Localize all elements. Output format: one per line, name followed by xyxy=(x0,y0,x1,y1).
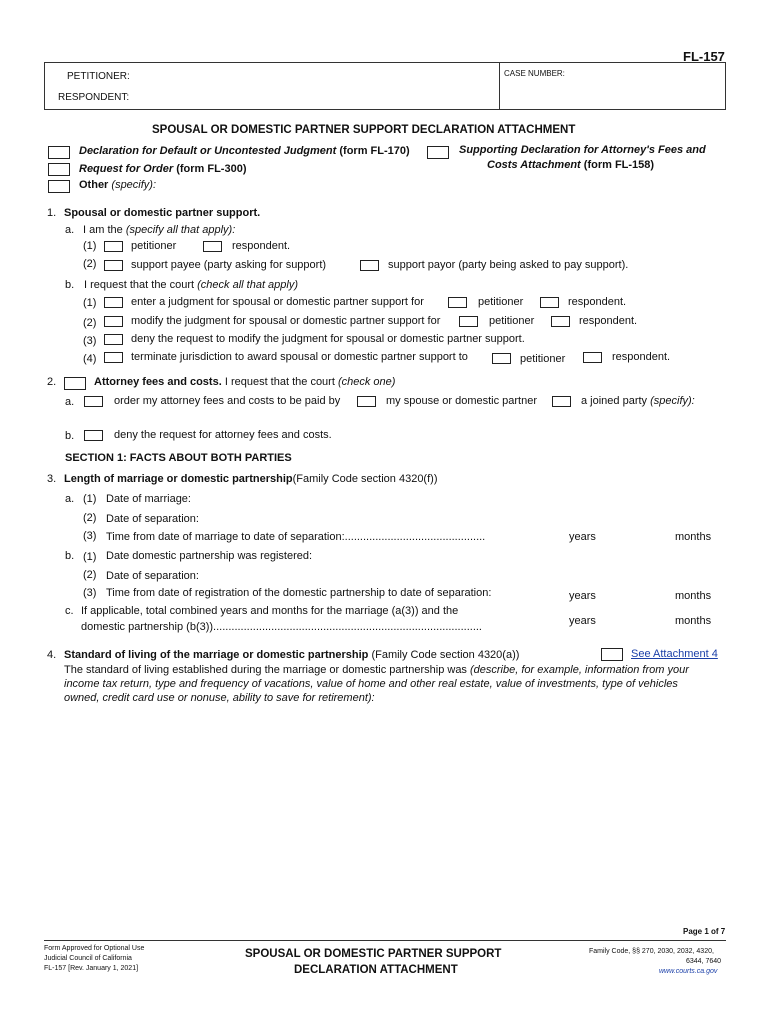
item3a3-years: years xyxy=(569,531,596,543)
item3c-line2: domestic partnership (b(3))........................................................................................ xyxy=(81,621,482,633)
default-judgment-option: Declaration for Default or Uncontested Judgment (form FL-170) xyxy=(79,145,410,157)
attorney-fees-attachment-line1: Supporting Declaration for Attorney's Fees and xyxy=(459,144,706,156)
caption-divider xyxy=(499,63,500,109)
item1a1-respondent-label: respondent. xyxy=(232,240,291,252)
item1b2-text: modify the judgment for spousal or domestic partner support for xyxy=(131,315,441,327)
item1b1-petitioner-label: petitioner xyxy=(478,296,524,308)
item3c-years: years xyxy=(569,615,596,627)
item3-title: Length of marriage or domestic partnership(Family Code section 4320(f)) xyxy=(64,473,438,485)
item4-line1: The standard of living established during the marriage or domestic partnership was (describe, for example, information from your xyxy=(64,664,689,676)
item1-title: Spousal or domestic partner support. xyxy=(64,207,261,219)
form-number: FL-157 xyxy=(683,49,725,64)
item2-number: 2. xyxy=(47,376,57,388)
item1b4-text: terminate jurisdiction to award spousal or domestic partner support to xyxy=(131,351,468,363)
item1b1-number: (1) xyxy=(83,297,97,309)
item3a3-number: (3) xyxy=(83,530,97,542)
default-judgment-checkbox[interactable] xyxy=(48,146,70,159)
item3b1-text: Date domestic partnership was registered: xyxy=(106,550,313,562)
item3a1-text: Date of marriage: xyxy=(106,493,191,505)
item1-number: 1. xyxy=(47,207,57,219)
item1b1-petitioner-checkbox[interactable] xyxy=(448,297,467,308)
support-payee-checkbox[interactable] xyxy=(104,260,123,271)
item1a1-number: (1) xyxy=(83,240,97,252)
footer-approval: Form Approved for Optional Use xyxy=(44,945,145,952)
item4-line3: owned, credit card use or nonuse, ability to save for retirement): xyxy=(64,692,375,704)
item3a2-text: Date of separation: xyxy=(106,513,199,525)
item3b-label: b. xyxy=(65,550,75,562)
section1-heading: SECTION 1: FACTS ABOUT BOTH PARTIES xyxy=(65,452,292,464)
footer-title-line2: DECLARATION ATTACHMENT xyxy=(294,964,458,976)
item3b3-years: years xyxy=(569,590,596,602)
joined-party-checkbox[interactable] xyxy=(552,396,571,407)
see-attachment-checkbox[interactable] xyxy=(601,648,623,661)
footer-code-refs: Family Code, §§ 270, 2030, 2032, 4320, xyxy=(589,948,714,955)
attorney-fees-attachment-line2: Costs Attachment (form FL-158) xyxy=(487,159,655,171)
page-number: Page 1 of 7 xyxy=(683,927,726,936)
footer-revision: FL-157 [Rev. January 1, 2021] xyxy=(44,965,139,972)
item1b4-number: (4) xyxy=(83,353,97,365)
footer-title-line1: SPOUSAL OR DOMESTIC PARTNER SUPPORT xyxy=(245,948,502,960)
item1b4-petitioner-checkbox[interactable] xyxy=(492,353,511,364)
item1b1-respondent-checkbox[interactable] xyxy=(540,297,559,308)
item3-number: 3. xyxy=(47,473,57,485)
item2a-checkbox[interactable] xyxy=(84,396,103,407)
footer-council: Judicial Council of California xyxy=(44,955,132,962)
item1a1-petitioner-checkbox[interactable] xyxy=(104,241,123,252)
item1a-label: a. xyxy=(65,224,75,236)
item1b1-checkbox[interactable] xyxy=(104,297,123,308)
other-option: Other (specify): xyxy=(79,179,157,191)
footer-rule xyxy=(44,940,726,941)
item2b-text: deny the request for attorney fees and costs. xyxy=(114,429,332,441)
item1b2-checkbox[interactable] xyxy=(104,316,123,327)
item3c-line1: If applicable, total combined years and months for the marriage (a(3)) and the xyxy=(81,605,459,617)
item1b4-respondent-checkbox[interactable] xyxy=(583,352,602,363)
item1b4-petitioner-label: petitioner xyxy=(520,353,566,365)
item1b3-text: deny the request to modify the judgment for spousal or domestic partner support. xyxy=(131,333,525,345)
item1b-text: I request that the court (check all that apply) xyxy=(84,279,299,291)
respondent-label: RESPONDENT: xyxy=(58,92,130,103)
item1b1-respondent-label: respondent. xyxy=(568,296,627,308)
page-title: SPOUSAL OR DOMESTIC PARTNER SUPPORT DECLARATION ATTACHMENT xyxy=(152,124,576,136)
request-for-order-option: Request for Order (form FL-300) xyxy=(79,163,247,175)
item1b4-respondent-label: respondent. xyxy=(612,351,671,363)
other-checkbox[interactable] xyxy=(48,180,70,193)
see-attachment-link[interactable]: See Attachment 4 xyxy=(631,648,718,660)
item1b2-petitioner-checkbox[interactable] xyxy=(459,316,478,327)
item3b3-months: months xyxy=(675,590,712,602)
item1a2-number: (2) xyxy=(83,258,97,270)
item2-title: Attorney fees and costs. I request that the court (check one) xyxy=(94,376,396,388)
item1b2-petitioner-label: petitioner xyxy=(489,315,535,327)
item1b3-number: (3) xyxy=(83,335,97,347)
item2a-text: order my attorney fees and costs to be paid by xyxy=(114,395,341,407)
item2a-label: a. xyxy=(65,396,75,408)
joined-party-label: a joined party (specify): xyxy=(581,395,695,407)
item3c-months: months xyxy=(675,615,712,627)
item1b2-respondent-checkbox[interactable] xyxy=(551,316,570,327)
item1b2-number: (2) xyxy=(83,317,97,329)
item2b-label: b. xyxy=(65,430,75,442)
request-for-order-checkbox[interactable] xyxy=(48,163,70,176)
item3b2-number: (2) xyxy=(83,569,97,581)
item4-title: Standard of living of the marriage or domestic partnership (Family Code section 4320(a)) xyxy=(64,649,520,661)
item4-number: 4. xyxy=(47,649,57,661)
item3a2-number: (2) xyxy=(83,512,97,524)
item3b2-text: Date of separation: xyxy=(106,570,199,582)
item3b3-text: Time from date of registration of the domestic partnership to date of separation: xyxy=(106,587,492,599)
item4-line2: income tax return, type and frequency of vacations, value of home and other real estate, value of investments, type of vehicles xyxy=(64,678,678,690)
item3a3-months: months xyxy=(675,531,712,543)
support-payor-checkbox[interactable] xyxy=(360,260,379,271)
item3b3-number: (3) xyxy=(83,587,97,599)
petitioner-label: PETITIONER: xyxy=(67,71,130,82)
item1b1-text: enter a judgment for spousal or domestic partner support for xyxy=(131,296,424,308)
support-payee-label: support payee (party asking for support) xyxy=(131,259,327,271)
case-number-label: CASE NUMBER: xyxy=(504,69,565,78)
item3b1-number: (1) xyxy=(83,551,97,563)
attorney-fees-attachment-checkbox[interactable] xyxy=(427,146,449,159)
spouse-label: my spouse or domestic partner xyxy=(386,395,538,407)
caption-box xyxy=(44,62,726,110)
item1b-label: b. xyxy=(65,279,75,291)
courts-website-link[interactable]: www.courts.ca.gov xyxy=(659,968,718,975)
item1a-text: I am the (specify all that apply): xyxy=(83,224,236,236)
item2-checkbox[interactable] xyxy=(64,377,86,390)
item3a-label: a. xyxy=(65,493,75,505)
item1b4-checkbox[interactable] xyxy=(104,352,123,363)
support-payor-label: support payor (party being asked to pay support). xyxy=(388,259,629,271)
item3c-label: c. xyxy=(65,605,74,617)
item1a1-respondent-checkbox[interactable] xyxy=(203,241,222,252)
item1b3-checkbox[interactable] xyxy=(104,334,123,345)
item1b2-respondent-label: respondent. xyxy=(579,315,638,327)
item3a1-number: (1) xyxy=(83,493,97,505)
item1a1-petitioner-label: petitioner xyxy=(131,240,177,252)
item3a3-text: Time from date of marriage to date of separation:.............................................. xyxy=(106,531,486,543)
spouse-checkbox[interactable] xyxy=(357,396,376,407)
footer-code-refs2: 6344, 7640 xyxy=(686,958,722,965)
item2b-checkbox[interactable] xyxy=(84,430,103,441)
